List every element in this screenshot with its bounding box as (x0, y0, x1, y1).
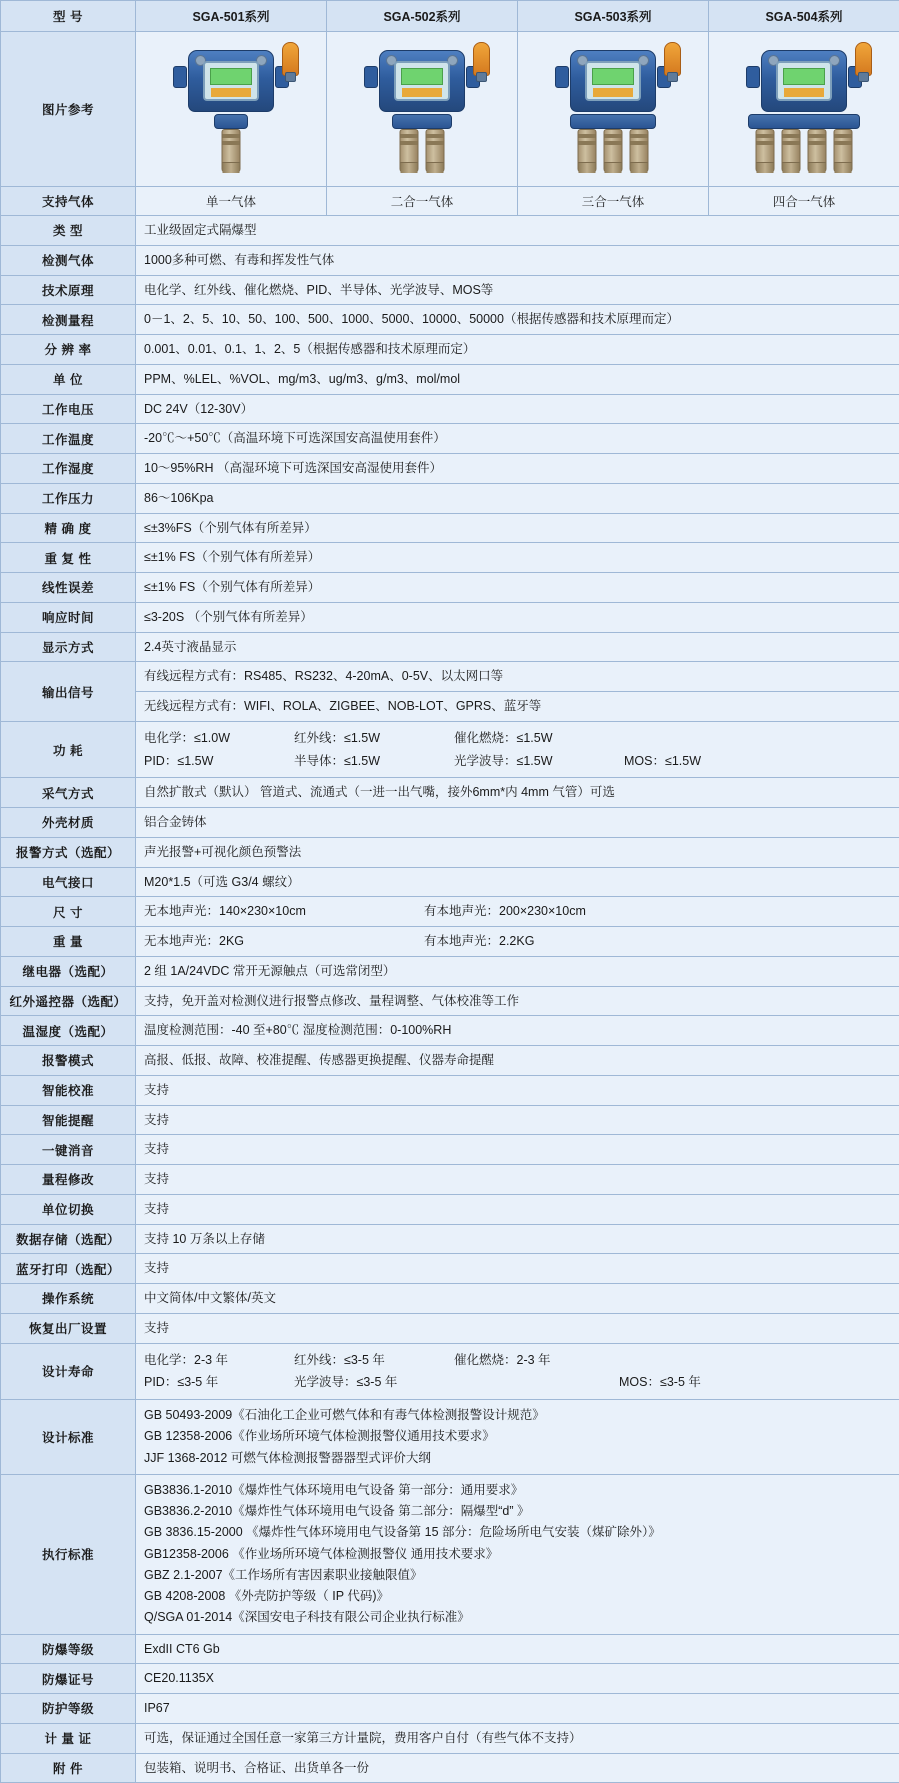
power-catalytic: 催化燃烧：≤1.5W (454, 729, 624, 748)
row-label-electrical-interface: 电气接口 (1, 867, 136, 897)
table-row-ex-rating (1, 1634, 899, 1664)
table-row-weight (1, 927, 899, 957)
table-row-temperature (1, 424, 899, 454)
row-value-one-key-mute: 支持 (136, 1135, 899, 1165)
design-standard-item: GB 12358-2006《作业场所环境气体检测报警仪通用技术要求》 (144, 1426, 891, 1447)
row-value-ip-rating: IP67 (136, 1694, 899, 1724)
product-image-2 (327, 32, 518, 187)
row-label-sampling: 采气方式 (1, 778, 136, 808)
table-row-design-standards (1, 1400, 899, 1475)
supported-gas-3: 三合一气体 (518, 187, 709, 216)
row-value-voltage: DC 24V（12-30V） (136, 394, 899, 424)
table-row-display (1, 632, 899, 662)
row-value-ex-certificate: CE20.1135X (136, 1664, 899, 1694)
size-with-alarm: 有本地声光：200×230×10cm (424, 902, 586, 921)
execution-standard-item: GB 4208-2008 《外壳防护等级（ IP 代码)》 (144, 1586, 891, 1607)
row-label-size: 尺 寸 (1, 897, 136, 927)
table-row-pressure (1, 483, 899, 513)
row-label-ex-rating: 防爆等级 (1, 1634, 136, 1664)
row-value-output-signal (136, 662, 899, 722)
row-label-alarm-mode: 报警模式 (1, 1046, 136, 1076)
table-row-ip-rating (1, 1694, 899, 1724)
row-label-accuracy: 精 确 度 (1, 513, 136, 543)
table-row-unit (1, 364, 899, 394)
row-label-detect-gas: 检测气体 (1, 245, 136, 275)
row-label-temperature: 工作温度 (1, 424, 136, 454)
weight-without-alarm: 无本地声光：2KG (144, 932, 424, 951)
row-label-data-storage: 数据存储（选配） (1, 1224, 136, 1254)
product-image-3 (518, 32, 709, 187)
row-value-weight (136, 927, 899, 957)
row-value-metrology-certificate: 可选，保证通过全国任意一家第三方计量院，费用客户自付（有些气体不支持） (136, 1723, 899, 1753)
row-value-accessories: 包装箱、说明书、合格证、出货单各一份 (136, 1753, 899, 1783)
table-row-technology (1, 275, 899, 305)
row-value-alarm-mode: 高报、低报、故障、校准提醒、传感器更换提醒、仪器寿命提醒 (136, 1046, 899, 1076)
row-label-ir-remote: 红外遥控器（选配） (1, 986, 136, 1016)
row-label-relay: 继电器（选配） (1, 956, 136, 986)
row-value-execution-standards (136, 1474, 899, 1634)
row-label-alarm-type: 报警方式（选配） (1, 837, 136, 867)
row-label-type: 类 型 (1, 216, 136, 246)
row-label-unit-switch: 单位切换 (1, 1194, 136, 1224)
table-row-smart-reminder (1, 1105, 899, 1135)
table-row-model (1, 1, 899, 32)
row-value-humidity: 10～95%RH （高湿环境下可选深国安高湿使用套件） (136, 454, 899, 484)
row-value-unit: PPM、%LEL、%VOL、mg/m3、ug/m3、g/m3、mol/mol (136, 364, 899, 394)
row-label-design-standards: 设计标准 (1, 1400, 136, 1475)
row-value-power (136, 721, 899, 778)
table-row-voltage (1, 394, 899, 424)
table-row-metrology-certificate (1, 1723, 899, 1753)
row-label-unit: 单 位 (1, 364, 136, 394)
table-row-range (1, 305, 899, 335)
table-row-one-key-mute (1, 1135, 899, 1165)
table-row-detect-gas (1, 245, 899, 275)
table-row-smart-calibration (1, 1075, 899, 1105)
row-label-accessories: 附 件 (1, 1753, 136, 1783)
gas-detector-illustration-3 (533, 36, 693, 182)
output-signal-wired: 有线远程方式有：RS485、RS232、4-20mA、0-5V、以太网口等 (136, 662, 899, 692)
row-value-factory-reset: 支持 (136, 1313, 899, 1343)
table-row-alarm-type (1, 837, 899, 867)
row-value-detect-gas: 1000多种可燃、有毒和挥发性气体 (136, 245, 899, 275)
row-value-temp-humidity-option: 温度检测范围：-40 至+80℃ 湿度检测范围：0-100%RH (136, 1016, 899, 1046)
row-value-range: 0－1、2、5、10、50、100、500、1000、5000、10000、50000（根据传感器和技术原理而定） (136, 305, 899, 335)
row-label-factory-reset: 恢复出厂设置 (1, 1313, 136, 1343)
power-pid: PID：≤1.5W (144, 752, 294, 771)
table-row-bluetooth-print (1, 1254, 899, 1284)
gas-detector-illustration-2 (342, 36, 502, 182)
table-row-sampling (1, 778, 899, 808)
row-label-temp-humidity-option: 温湿度（选配） (1, 1016, 136, 1046)
table-row-data-storage (1, 1224, 899, 1254)
row-label-design-life: 设计寿命 (1, 1343, 136, 1400)
row-label-voltage: 工作电压 (1, 394, 136, 424)
supported-gas-1: 单一气体 (136, 187, 327, 216)
table-row-accuracy (1, 513, 899, 543)
table-row-temp-humidity-option (1, 1016, 899, 1046)
power-semiconductor: 半导体：≤1.5W (294, 752, 454, 771)
row-label-ex-certificate: 防爆证号 (1, 1664, 136, 1694)
table-row-electrical-interface (1, 867, 899, 897)
row-value-ex-rating: ExdII CT6 Gb (136, 1634, 899, 1664)
row-label-range: 检测量程 (1, 305, 136, 335)
row-value-temperature: -20℃～+50℃（高温环境下可选深国安高温使用套件） (136, 424, 899, 454)
table-row-repeatability (1, 543, 899, 573)
row-label-pressure: 工作压力 (1, 483, 136, 513)
table-row-alarm-mode (1, 1046, 899, 1076)
row-value-technology: 电化学、红外线、催化燃烧、PID、半导体、光学波导、MOS等 (136, 275, 899, 305)
row-value-electrical-interface: M20*1.5（可选 G3/4 螺纹） (136, 867, 899, 897)
model-header-3: SGA-503系列 (518, 1, 709, 32)
row-label-operating-system: 操作系统 (1, 1284, 136, 1314)
row-label-humidity: 工作湿度 (1, 454, 136, 484)
table-row-size (1, 897, 899, 927)
row-label-metrology-certificate: 计 量 证 (1, 1723, 136, 1753)
row-label-bluetooth-print: 蓝牙打印（选配） (1, 1254, 136, 1284)
execution-standard-item: Q/SGA 01-2014《深国安电子科技有限公司企业执行标准》 (144, 1607, 891, 1628)
execution-standard-item: GB3836.2-2010《爆炸性气体环境用电气设备 第二部分：隔爆型“d” 》 (144, 1501, 891, 1522)
row-label-ip-rating: 防护等级 (1, 1694, 136, 1724)
row-label-one-key-mute: 一键消音 (1, 1135, 136, 1165)
row-value-smart-calibration: 支持 (136, 1075, 899, 1105)
model-header-1: SGA-501系列 (136, 1, 327, 32)
supported-gas-4: 四合一气体 (709, 187, 899, 216)
row-value-display: 2.4英寸液晶显示 (136, 632, 899, 662)
row-label-smart-reminder: 智能提醒 (1, 1105, 136, 1135)
row-label-execution-standards: 执行标准 (1, 1474, 136, 1634)
row-value-unit-switch: 支持 (136, 1194, 899, 1224)
row-label-display: 显示方式 (1, 632, 136, 662)
model-header-4: SGA-504系列 (709, 1, 899, 32)
table-row-ir-remote (1, 986, 899, 1016)
table-row-ex-certificate (1, 1664, 899, 1694)
row-value-accuracy: ≤±3%FS（个别气体有所差异） (136, 513, 899, 543)
table-row-response-time (1, 602, 899, 632)
table-row-images (1, 32, 899, 187)
row-value-smart-reminder: 支持 (136, 1105, 899, 1135)
row-label-housing-material: 外壳材质 (1, 808, 136, 838)
row-value-range-modify: 支持 (136, 1165, 899, 1195)
power-infrared: 红外线：≤1.5W (294, 729, 454, 748)
supported-gas-2: 二合一气体 (327, 187, 518, 216)
life-optical-waveguide: 光学波导：≤3-5 年 (294, 1373, 454, 1392)
table-row-unit-switch (1, 1194, 899, 1224)
table-row-output-signal (1, 662, 899, 722)
row-label-response-time: 响应时间 (1, 602, 136, 632)
row-value-type: 工业级固定式隔爆型 (136, 216, 899, 246)
row-label-supported-gas: 支持气体 (1, 187, 136, 216)
row-label-model: 型 号 (1, 1, 136, 32)
row-value-relay: 2 组 1A/24VDC 常开无源触点（可选常闭型） (136, 956, 899, 986)
design-standard-item: GB 50493-2009《石油化工企业可燃气体和有毒气体检测报警设计规范》 (144, 1405, 891, 1426)
row-value-size (136, 897, 899, 927)
row-value-resolution: 0.001、0.01、0.1、1、2、5（根据传感器和技术原理而定） (136, 335, 899, 365)
row-label-technology: 技术原理 (1, 275, 136, 305)
table-row-operating-system (1, 1284, 899, 1314)
power-mos: MOS：≤1.5W (624, 752, 784, 771)
row-value-repeatability: ≤±1% FS（个别气体有所差异） (136, 543, 899, 573)
row-label-range-modify: 量程修改 (1, 1165, 136, 1195)
power-optical-waveguide: 光学波导：≤1.5W (454, 752, 624, 771)
row-value-operating-system: 中文简体/中文繁体/英文 (136, 1284, 899, 1314)
row-value-pressure: 86～106Kpa (136, 483, 899, 513)
execution-standard-item: GB3836.1-2010《爆炸性气体环境用电气设备 第一部分：通用要求》 (144, 1480, 891, 1501)
table-row-linearity (1, 573, 899, 603)
row-value-design-life (136, 1343, 899, 1400)
table-row-range-modify (1, 1165, 899, 1195)
table-row-humidity (1, 454, 899, 484)
row-label-resolution: 分 辨 率 (1, 335, 136, 365)
row-label-repeatability: 重 复 性 (1, 543, 136, 573)
row-label-linearity: 线性误差 (1, 573, 136, 603)
product-image-1 (136, 32, 327, 187)
product-image-4 (709, 32, 899, 187)
row-label-smart-calibration: 智能校准 (1, 1075, 136, 1105)
output-signal-wireless: 无线远程方式有：WIFI、ROLA、ZIGBEE、NOB-LOT、GPRS、蓝牙等 (136, 692, 899, 721)
life-catalytic: 催化燃烧：2-3 年 (454, 1351, 624, 1370)
model-header-2: SGA-502系列 (327, 1, 518, 32)
table-row-power (1, 721, 899, 778)
row-value-bluetooth-print: 支持 (136, 1254, 899, 1284)
table-row-housing-material (1, 808, 899, 838)
row-value-data-storage: 支持 10 万条以上存储 (136, 1224, 899, 1254)
table-row-type (1, 216, 899, 246)
execution-standard-item: GB12358-2006 《作业场所环境气体检测报警仪 通用技术要求》 (144, 1544, 891, 1565)
life-pid: PID：≤3-5 年 (144, 1373, 294, 1392)
row-label-weight: 重 量 (1, 927, 136, 957)
row-value-alarm-type: 声光报警+可视化颜色预警法 (136, 837, 899, 867)
life-infrared: 红外线：≤3-5 年 (294, 1351, 454, 1370)
row-value-response-time: ≤3-20S （个别气体有所差异） (136, 602, 899, 632)
table-row-design-life (1, 1343, 899, 1400)
size-without-alarm: 无本地声光：140×230×10cm (144, 902, 424, 921)
life-mos: MOS：≤3-5 年 (619, 1373, 701, 1392)
row-value-linearity: ≤±1% FS（个别气体有所差异） (136, 573, 899, 603)
table-row-factory-reset (1, 1313, 899, 1343)
execution-standard-item: GB 3836.15-2000 《爆炸性气体环境用电气设备第 15 部分：危险场所电气安装（煤矿除外）》 (144, 1522, 891, 1543)
table-row-execution-standards (1, 1474, 899, 1634)
row-label-output-signal: 输出信号 (1, 662, 136, 722)
table-row-accessories (1, 1753, 899, 1783)
power-electrochemical: 电化学：≤1.0W (144, 729, 294, 748)
row-value-sampling: 自然扩散式（默认） 管道式、流通式（一进一出气嘴，接外6mm*内 4mm 气管）可选 (136, 778, 899, 808)
life-electrochemical: 电化学：2-3 年 (144, 1351, 294, 1370)
row-value-housing-material: 铝合金铸体 (136, 808, 899, 838)
gas-detector-illustration-4 (724, 36, 884, 182)
design-standard-item: JJF 1368-2012 可燃气体检测报警器器型式评价大纲 (144, 1448, 891, 1469)
gas-detector-illustration-1 (151, 36, 311, 182)
execution-standard-item: GBZ 2.1-2007《工作场所有害因素职业接触限值》 (144, 1565, 891, 1586)
row-label-images: 图片参考 (1, 32, 136, 187)
table-row-supported-gas (1, 187, 899, 216)
row-label-power: 功 耗 (1, 721, 136, 778)
table-row-relay (1, 956, 899, 986)
row-value-ir-remote: 支持，免开盖对检测仪进行报警点修改、量程调整、气体校准等工作 (136, 986, 899, 1016)
row-value-design-standards (136, 1400, 899, 1475)
table-row-resolution (1, 335, 899, 365)
weight-with-alarm: 有本地声光：2.2KG (424, 932, 534, 951)
